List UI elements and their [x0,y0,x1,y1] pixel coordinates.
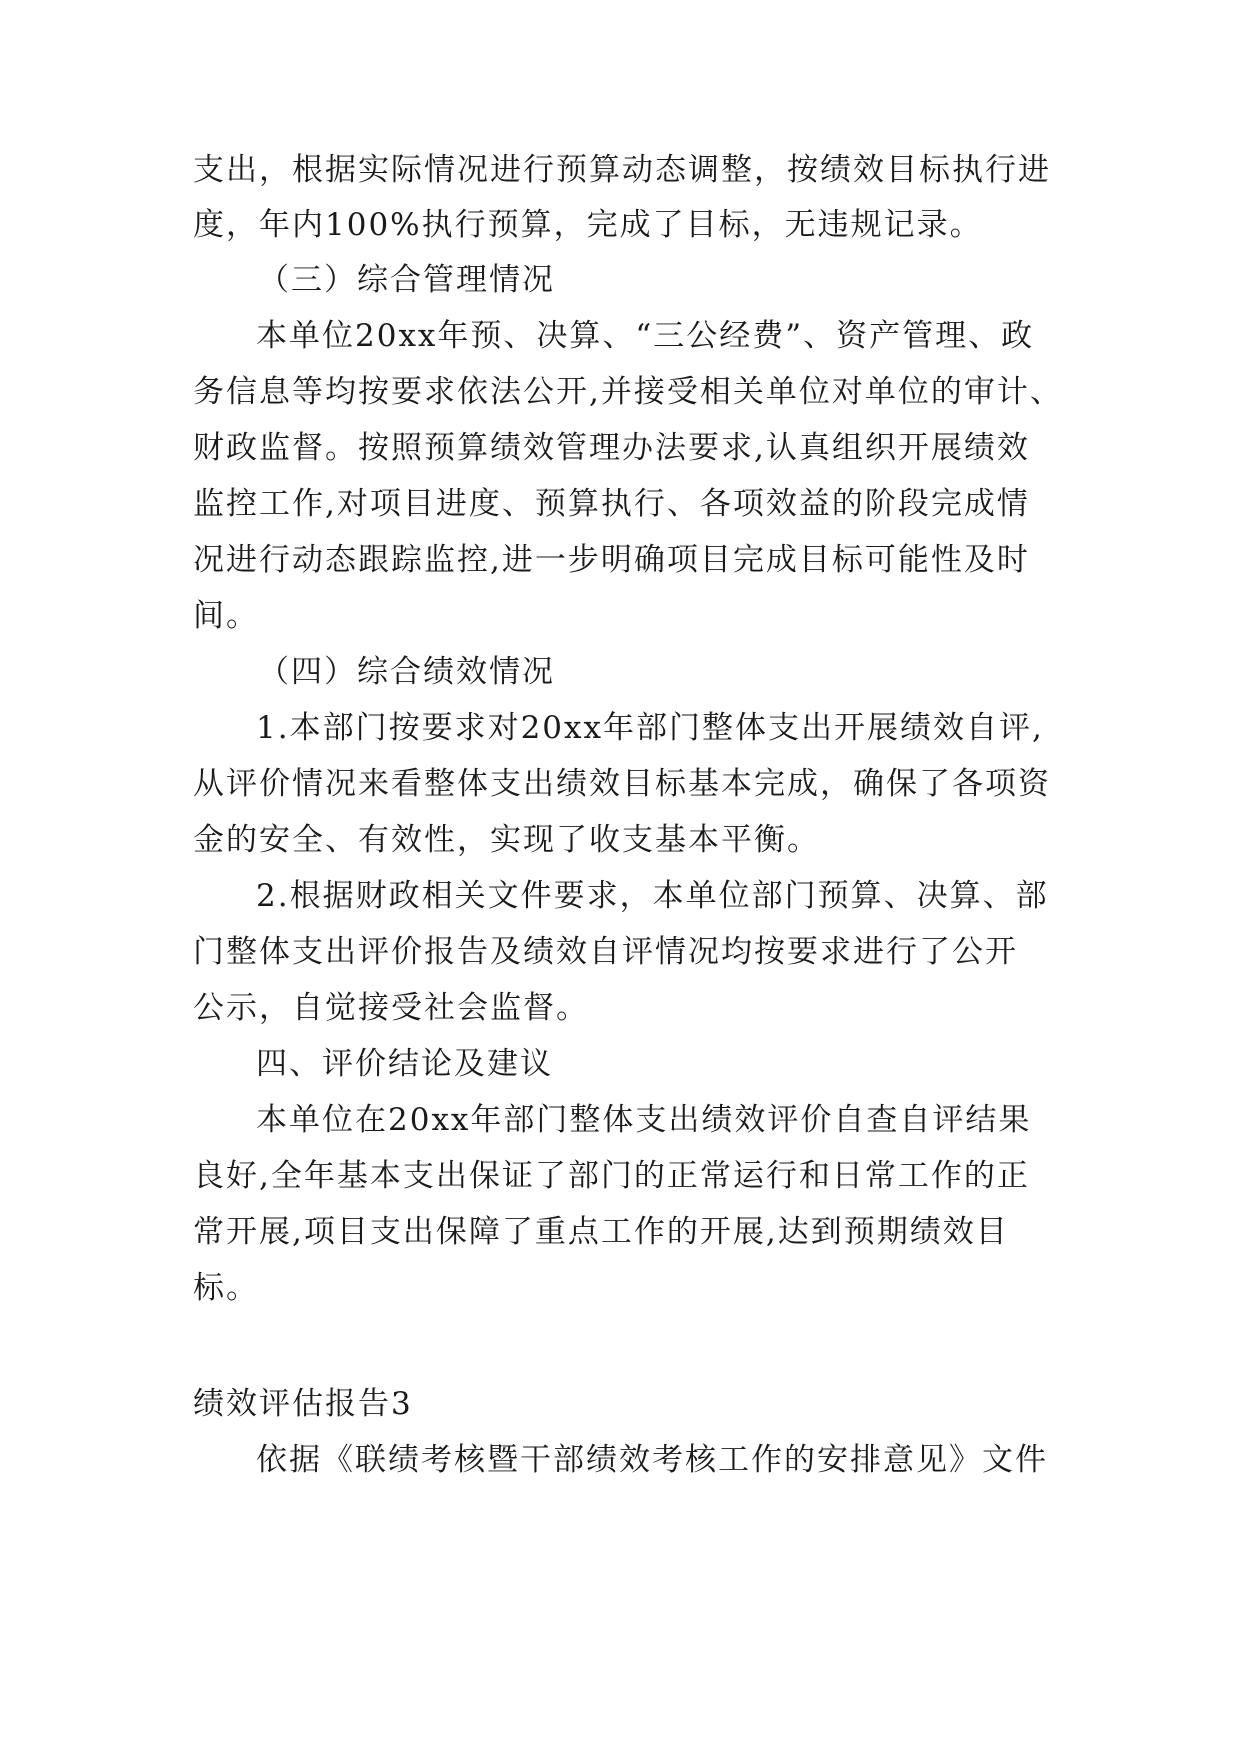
body-text-line: 2.根据财政相关文件要求，本单位部门预算、决算、部 [256,878,1049,914]
report-title: 绩效评估报告3 [193,1386,413,1422]
body-text-line: 公示，自觉接受社会监督。 [193,990,589,1026]
body-text-line: 1.本部门按要求对20xx年部门整体支出开展绩效自评, [256,710,1044,746]
body-text-line: 门整体支出评价报告及绩效自评情况均按要求进行了公开 [193,934,1018,970]
body-text-line: 监控工作,对项目进度、预算执行、各项效益的阶段完成情 [193,486,1030,522]
section-heading-conclusion: 四、评价结论及建议 [256,1046,553,1082]
body-text-line: 金的安全、有效性，实现了收支基本平衡。 [193,822,820,858]
body-text-line: 财政监督。按照预算绩效管理办法要求,认真组织开展绩效 [193,430,1030,466]
body-text-line: 支出，根据实际情况进行预算动态调整，按绩效目标执行进 [193,152,1051,188]
body-text-line: 良好,全年基本支出保证了部门的正常运行和日常工作的正 [193,1158,1030,1194]
body-text-line: 标。 [193,1270,259,1306]
body-text-line: 本单位20xx年预、决算、“三公经费”、资产管理、政 [256,318,1035,354]
body-text-line: 从评价情况来看整体支出绩效目标基本完成，确保了各项资 [193,766,1051,802]
body-text-line: 务信息等均按要求依法公开,并接受相关单位对单位的审计、 [193,374,1063,410]
body-text-line: 常开展,项目支出保障了重点工作的开展,达到预期绩效目 [193,1214,1009,1250]
section-heading-three: （三）综合管理情况 [258,262,555,298]
body-text-line: 度，年内100%执行预算，完成了目标，无违规记录。 [193,207,983,243]
body-text-line: 况进行动态跟踪监控,进一步明确项目完成目标可能性及时 [193,542,1030,578]
body-text-line: 间。 [193,598,259,634]
body-text-line: 依据《联绩考核暨干部绩效考核工作的安排意见》文件 [256,1442,1048,1478]
section-heading-four: （四）综合绩效情况 [258,654,555,690]
body-text-line: 本单位在20xx年部门整体支出绩效评价自查自评结果 [256,1102,1032,1138]
